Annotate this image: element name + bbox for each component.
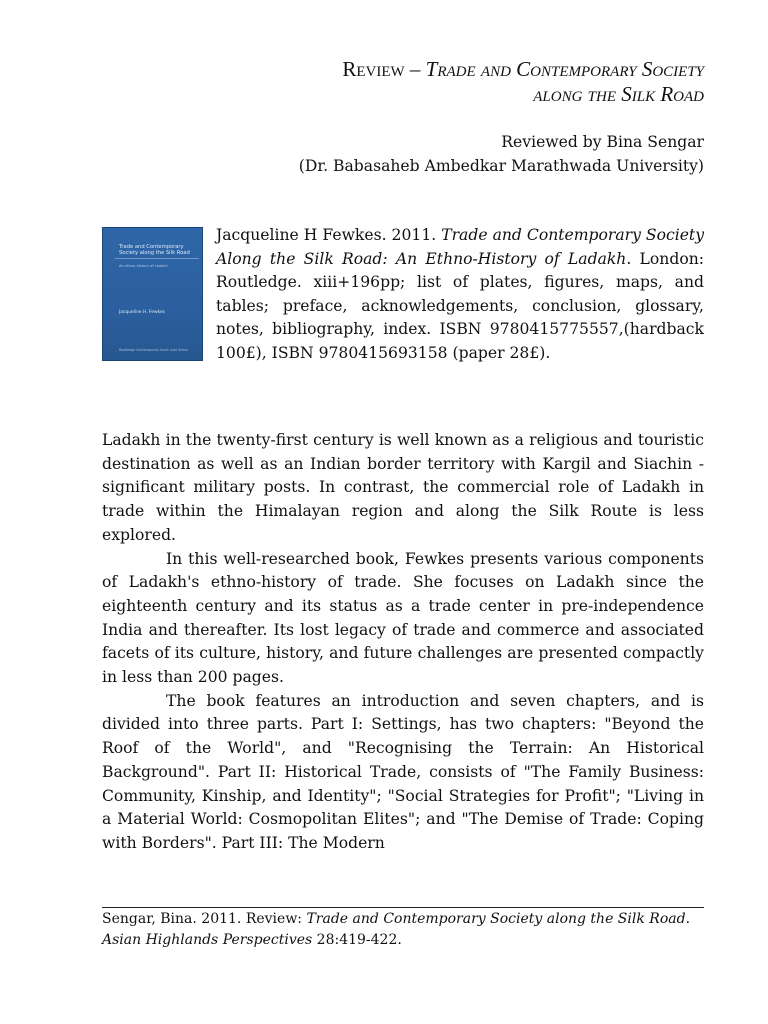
footer-post: 28:419-422. [312, 932, 402, 948]
citation-book-title: Trade and Contemporary Society Along the Silk Road: An Ethno-History of Ladakh [216, 226, 705, 268]
reviewer-name: Reviewed by Bina Sengar [501, 133, 704, 151]
paragraph-2: In this well-researched book, Fewkes presents various components of Ladakh's ethno-history of trade. She focuses on Ladakh since the eighteenth century and its status as a trade center in pre-independence India and thereafter. Its lost legacy of trade and commerce and associated facets of its culture, history, and future challenges are presented compactly in less than 200 pages. [102, 549, 704, 687]
citation-post: . London: Routledge. xiii+196pp; list of plates, figures, maps, and tables; preface, acknowledgements, conclusion, glossary, notes, bibliography, index. ISBN 9780415775557,(hardback 100£), ISBN 9780415693158 (paper 28£). [216, 249, 704, 362]
footer-pre: Sengar, Bina. 2011. Review: [102, 911, 307, 927]
title-line2: along the Silk Road [533, 82, 704, 106]
cover-title: Trade and Contemporary Society along the Silk Road [119, 244, 190, 257]
cover-author: Jacqueline H. Fewkes [119, 310, 165, 315]
paragraph-3: The book features an introduction and seven chapters, and is divided into three parts. Part I: Settings, has two chapters: "Beyond the Roof of the World", and "Recognising the Terrain: An Historical Background". Part II: Historical Trade, consists of "The Family Business: Community, Kinship, and Identity"; "Social Strategies for Profit"; "Living in a Material World: Cosmopolitan Elites"; and "The Demise of Trade: Coping with Borders". Part III: The Modern [102, 691, 704, 852]
footer-title: Trade and Contemporary Society along the Silk Road [306, 911, 686, 927]
reviewer-block [102, 131, 704, 178]
footer-citation [102, 909, 704, 951]
citation-pre: Jacqueline H Fewkes. 2011. [216, 226, 442, 244]
reviewer-affiliation: (Dr. Babasaheb Ambedkar Marathwada University) [298, 156, 704, 175]
cover-publisher: Routledge Contemporary South Asia Series [119, 348, 188, 352]
title-prefix: Review – [342, 57, 426, 81]
footer-journal: Asian Highlands Perspectives [102, 932, 313, 948]
footer-mid: . [685, 911, 691, 927]
footer-divider [102, 907, 704, 908]
document-page [102, 0, 704, 1024]
review-title [102, 57, 704, 107]
cover-subtitle: An ethno-history of Ladakh [119, 264, 168, 268]
cover-rule [115, 258, 199, 259]
book-cover-image [102, 227, 203, 361]
title-line1: Trade and Contemporary Society [425, 57, 704, 81]
review-body [102, 429, 704, 856]
paragraph-1: Ladakh in the twenty-first century is well known as a religious and touristic destination as well as an Indian border territory with Kargil and Siachin - significant military posts. In contrast, the commercial role of Ladakh in trade within the Himalayan region and along the Silk Route is less explored. [102, 431, 704, 544]
